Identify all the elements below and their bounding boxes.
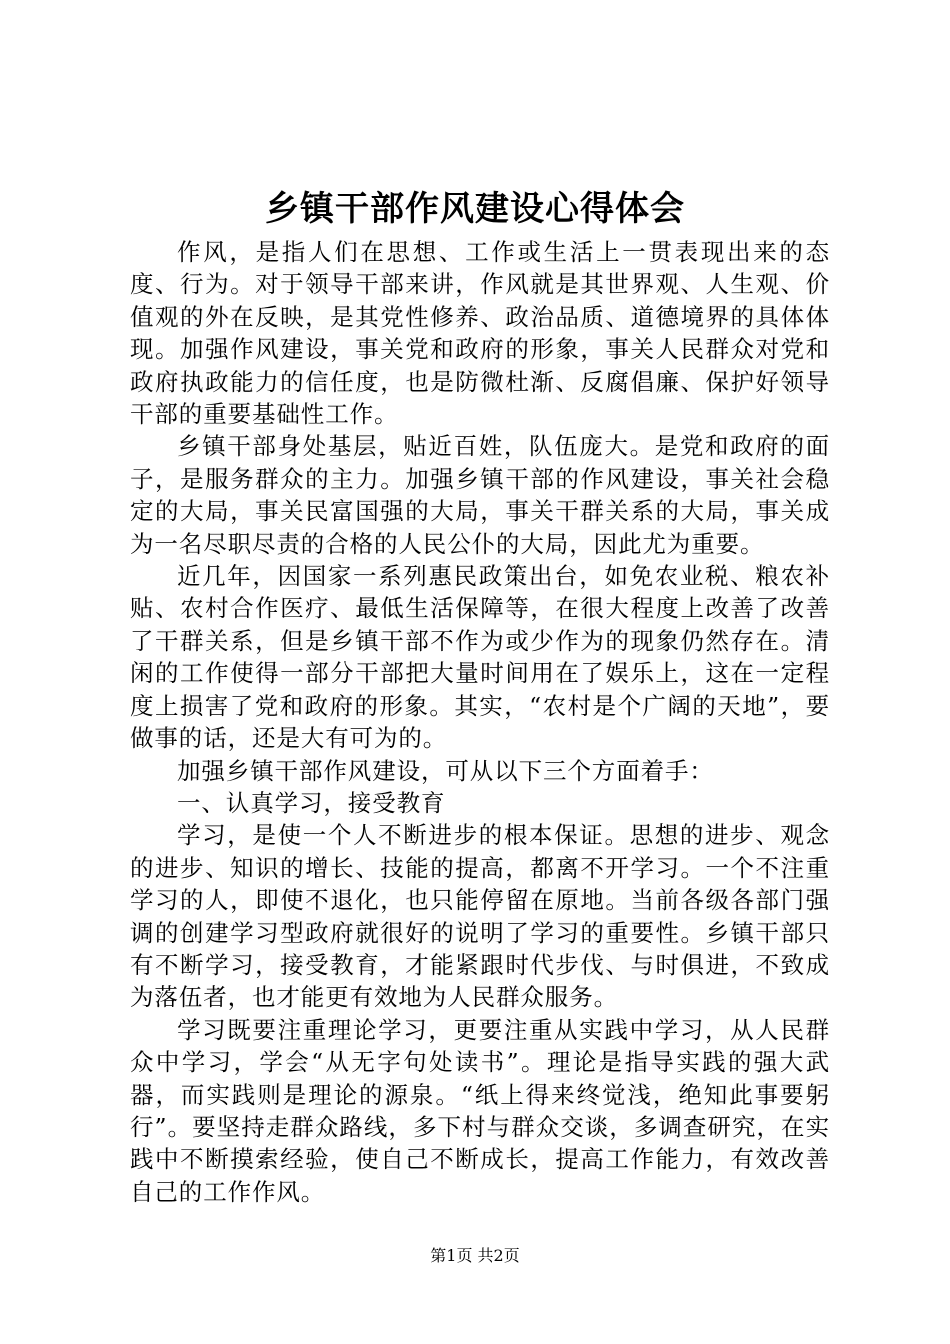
- section-heading: 一、认真学习，接受教育: [177, 788, 446, 817]
- paragraph: 学习既要注重理论学习，更要注重从实践中学习，从人民群众中学习，学会“从无字句处读书”。理论是指导实践的强大武器，而实践则是理论的源泉。“纸上得来终觉浅，绝知此事要躬行”。要坚持走群众路线，多下村与群众交谈，多调查研究，在实践中不断摸索经验，使自己不断成长，提高工作能力，有效改善自己的工作作风。: [130, 1015, 830, 1206]
- document-body: [130, 236, 830, 1208]
- paragraph: 近几年，因国家一系列惠民政策出台，如免农业税、粮农补贴、农村合作医疗、最低生活保障等，在很大程度上改善了改善了干群关系，但是乡镇干部不作为或少作为的现象仍然存在。清闲的工作使得一部分干部把大量时间用在了娱乐上，这在一定程度上损害了党和政府的形象。其实，“农村是个广阔的天地”，要做事的话，还是大有可为的。: [130, 562, 830, 753]
- paragraph: 乡镇干部身处基层，贴近百姓，队伍庞大。是党和政府的面子，是服务群众的主力。加强乡镇干部的作风建设，事关社会稳定的大局，事关民富国强的大局，事关干群关系的大局，事关成为一名尽职尽责的合格的人民公仆的大局，因此尤为重要。: [130, 432, 830, 558]
- paragraph: 加强乡镇干部作风建设，可从以下三个方面着手：: [177, 756, 714, 785]
- paragraph: 学习，是使一个人不断进步的根本保证。思想的进步、观念的进步、知识的增长、技能的提高，都离不开学习。一个不注重学习的人，即使不退化，也只能停留在原地。当前各级各部门强调的创建学习型政府就很好的说明了学习的重要性。乡镇干部只有不断学习，接受教育，才能紧跟时代步伐、与时俱进，不致成为落伍者，也才能更有效地为人民群众服务。: [130, 821, 830, 1012]
- document-title: 乡镇干部作风建设心得体会: [265, 189, 685, 229]
- paragraph: 作风，是指人们在思想、工作或生活上一贯表现出来的态度、行为。对于领导干部来讲，作风就是其世界观、人生观、价值观的外在反映，是其党性修养、政治品质、道德境界的具体体现。加强作风建设，事关党和政府的形象，事关人民群众对党和政府执政能力的信任度，也是防微杜渐、反腐倡廉、保护好领导干部的重要基础性工作。: [130, 238, 830, 429]
- page-number-footer: 第1页 共2页: [430, 1246, 520, 1265]
